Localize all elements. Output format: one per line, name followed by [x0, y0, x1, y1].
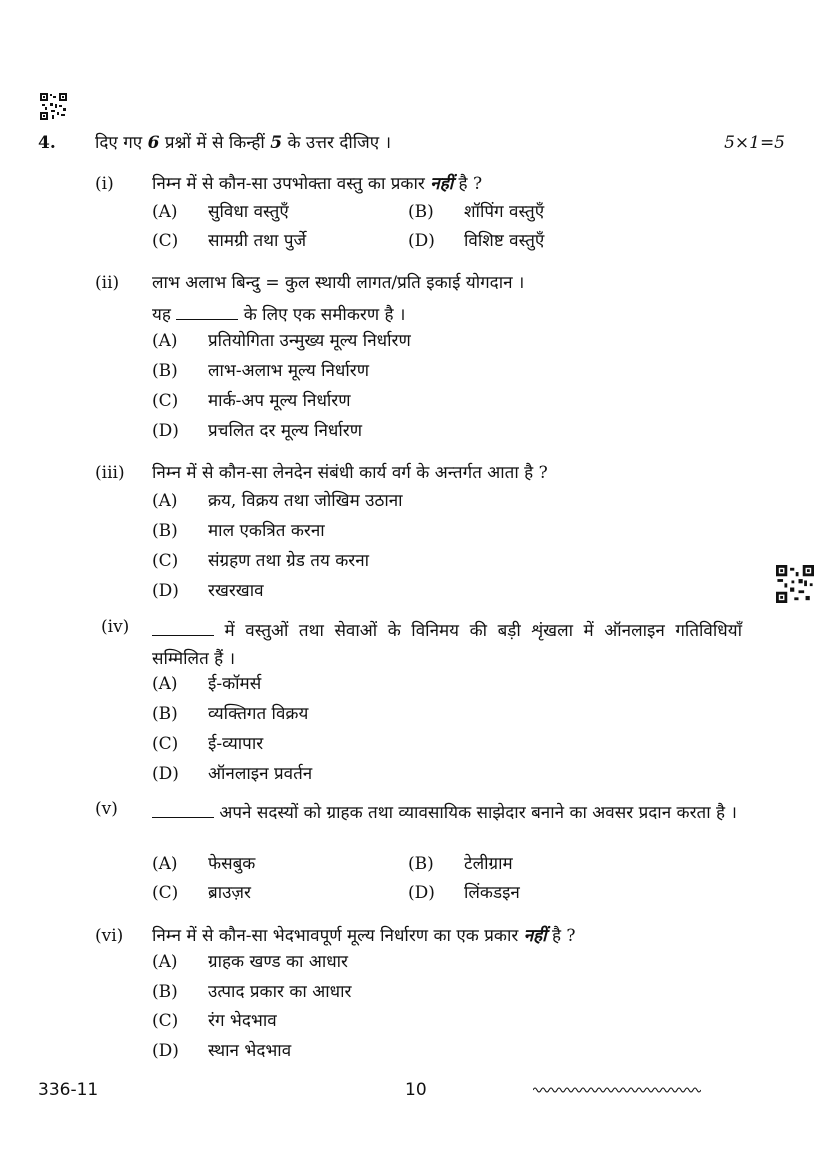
option-label: (B) [152, 704, 178, 724]
qr-code-top-left [40, 93, 67, 120]
emphasis-not: नहीं [430, 174, 454, 194]
sub-question-vi [95, 926, 755, 1066]
sub-question-v [95, 799, 755, 909]
option-label: (B) [152, 982, 178, 1002]
sub-question-iv [95, 617, 755, 792]
sub-question-label: (vi) [95, 926, 124, 946]
option-text: रंग भेदभाव [208, 1011, 277, 1031]
emphasis-not: नहीं [523, 926, 547, 946]
option-label: (C) [152, 391, 179, 411]
option-text: स्थान भेदभाव [208, 1041, 292, 1061]
fill-in-blank [152, 621, 214, 636]
sub-question-text: निम्न में से कौन-सा भेदभावपूर्ण मूल्य निर्धारण का एक प्रकार नहीं है ? [152, 926, 576, 946]
sub-question-ii [95, 273, 755, 448]
option-text: ऑनलाइन प्रवर्तन [208, 764, 313, 784]
page-number: 10 [405, 1080, 427, 1100]
option-label: (D) [152, 764, 179, 784]
wavy-line-decoration [533, 1085, 701, 1095]
option-text: शॉपिंग वस्तुएँ [464, 202, 545, 222]
option-label: (D) [408, 231, 435, 251]
option-label: (B) [152, 361, 178, 381]
option-label: (B) [152, 521, 178, 541]
option-label: (C) [152, 883, 179, 903]
option-text: लिंकडइन [464, 883, 520, 903]
option-text: प्रतियोगिता उन्मुख्य मूल्य निर्धारण [208, 331, 411, 351]
option-label: (D) [408, 883, 435, 903]
option-label: (A) [152, 331, 178, 351]
sub-question-label: (ii) [95, 273, 120, 293]
option-label: (D) [152, 581, 179, 601]
option-label: (C) [152, 231, 179, 251]
sub-question-iii [95, 463, 755, 608]
option-text: ई-कॉमर्स [208, 674, 262, 694]
question-number: 4. [38, 133, 56, 153]
option-text: व्यक्तिगत विक्रय [208, 704, 309, 724]
option-text: टेलीग्राम [464, 854, 513, 874]
sub-question-text: निम्न में से कौन-सा लेनदेन संबंधी कार्य वर्ग के अन्तर्गत आता है ? [152, 463, 548, 483]
option-label: (B) [408, 202, 434, 222]
option-label: (B) [408, 854, 434, 874]
option-text: सामग्री तथा पुर्जे [208, 231, 307, 251]
option-label: (A) [152, 674, 178, 694]
option-text: ई-व्यापार [208, 734, 264, 754]
sub-question-label: (i) [95, 174, 114, 194]
option-label: (A) [152, 952, 178, 972]
option-text: उत्पाद प्रकार का आधार [208, 982, 352, 1002]
sub-question-label: (iv) [101, 617, 130, 637]
option-text: प्रचलित दर मूल्य निर्धारण [208, 421, 363, 441]
option-label: (D) [152, 1041, 179, 1061]
option-label: (D) [152, 421, 179, 441]
question-instruction: दिए गए 6 प्रश्नों में से किन्हीं 5 के उत्तर दीजिए । [95, 133, 392, 153]
marks-allocation: 5×1=5 [724, 133, 785, 153]
option-label: (C) [152, 551, 179, 571]
sub-question-text: में वस्तुओं तथा सेवाओं के विनिमय की बड़ी शृंखला में ऑनलाइन गतिविधियाँ सम्मिलित हैं । [152, 621, 742, 669]
option-text: फेसबुक [208, 854, 256, 874]
sub-question-i [95, 174, 755, 254]
option-text: संग्रहण तथा ग्रेड तय करना [208, 551, 370, 571]
sub-question-label: (iii) [95, 463, 125, 483]
option-text: सुविधा वस्तुएँ [208, 202, 289, 222]
option-label: (A) [152, 202, 178, 222]
option-label: (C) [152, 1011, 179, 1031]
qr-code-right [776, 565, 814, 603]
sub-question-text: अपने सदस्यों को ग्राहक तथा व्यावसायिक साझेदार बनाने का अवसर प्रदान करता है । [152, 799, 742, 827]
option-text: ग्राहक खण्ड का आधार [208, 952, 349, 972]
sub-question-label: (v) [95, 799, 118, 819]
option-label: (A) [152, 854, 178, 874]
paper-code: 336-11 [38, 1080, 99, 1100]
option-text: मार्क-अप मूल्य निर्धारण [208, 391, 351, 411]
sub-question-text: लाभ अलाभ बिन्दु = कुल स्थायी लागत/प्रति इकाई योगदान । [152, 273, 525, 293]
option-text: ब्राउज़र [208, 883, 251, 903]
fill-in-blank [176, 305, 238, 320]
fill-in-blank [152, 803, 214, 818]
option-text: माल एकत्रित करना [208, 521, 325, 541]
option-label: (C) [152, 734, 179, 754]
sub-question-text: निम्न में से कौन-सा उपभोक्ता वस्तु का प्रकार नहीं है ? [152, 174, 483, 194]
option-label: (A) [152, 491, 178, 511]
option-text: लाभ-अलाभ मूल्य निर्धारण [208, 361, 370, 381]
option-text: क्रय, विक्रय तथा जोखिम उठाना [208, 491, 403, 511]
option-text: रखरखाव [208, 581, 264, 601]
option-text: विशिष्ट वस्तुएँ [464, 231, 545, 251]
sub-question-text-line2: यह के लिए एक समीकरण है । [152, 305, 406, 325]
